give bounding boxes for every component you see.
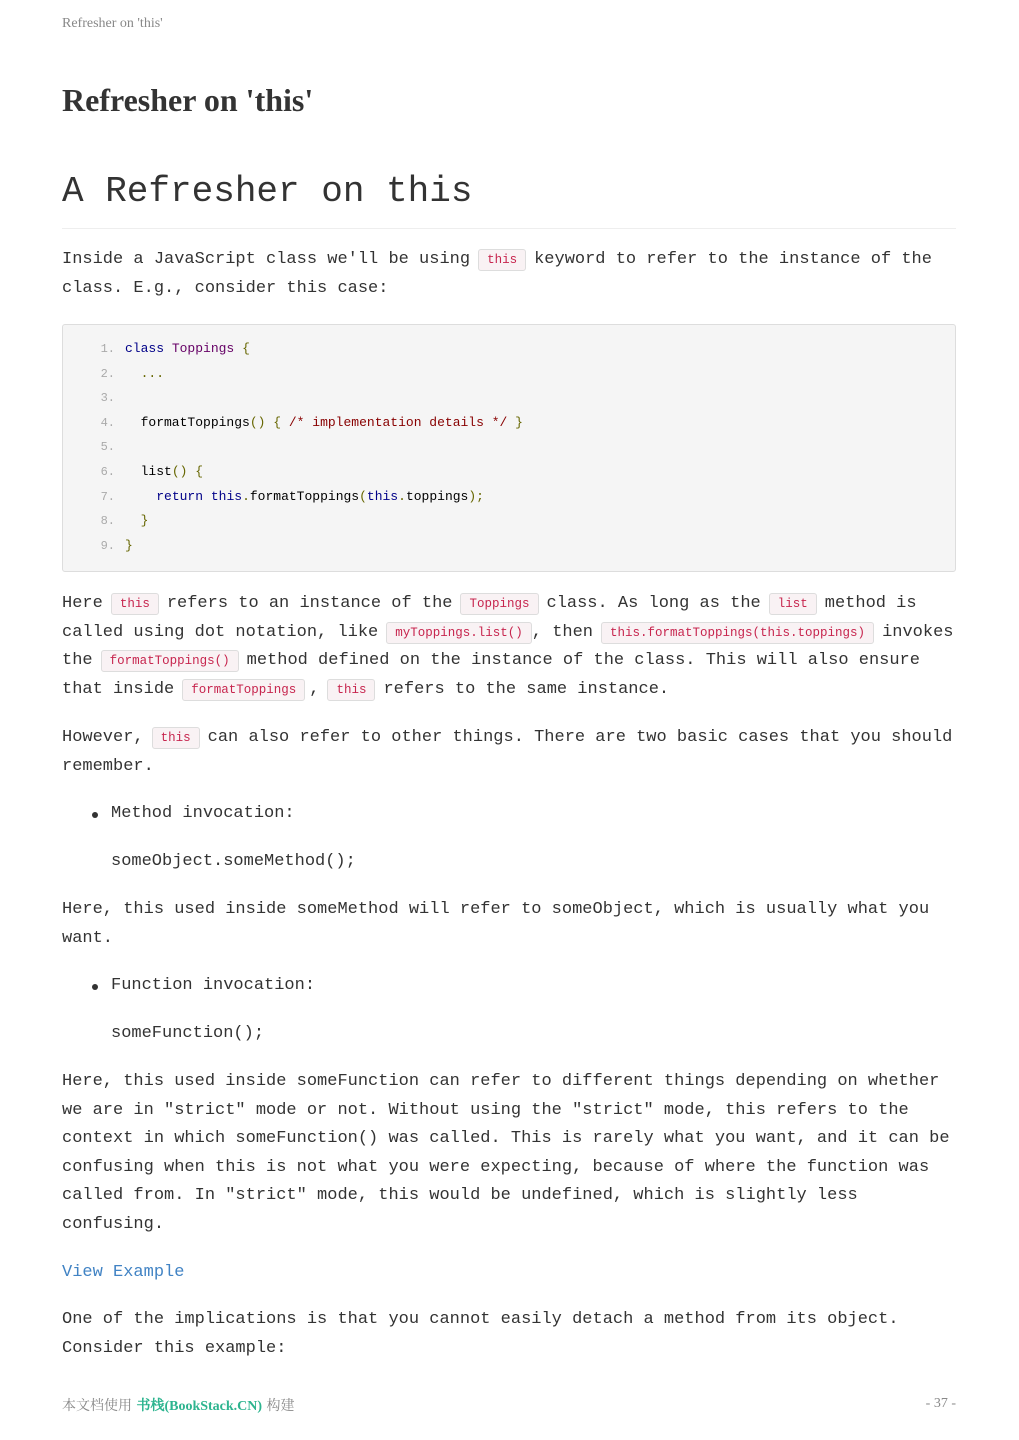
code-token: }: [125, 537, 133, 553]
text: invokes the: [62, 622, 954, 670]
intro-text: keyword to refer to the instance of the class. E.g., consider this case:: [62, 250, 932, 298]
code-token: [164, 341, 172, 356]
code-token: formatToppings: [249, 488, 360, 504]
code-token: {: [242, 341, 250, 356]
inline-code: this: [152, 727, 200, 749]
code-token: [507, 415, 515, 430]
code-token: (): [171, 463, 188, 479]
code-token: .: [242, 488, 250, 504]
inline-code: this: [111, 593, 159, 615]
intro-paragraph: [62, 246, 962, 303]
text: method is called using dot notation, like: [62, 594, 917, 642]
code-token: return: [156, 488, 204, 504]
code-token: this: [210, 488, 243, 504]
code-block: [62, 324, 956, 572]
code-token: toppings: [405, 488, 469, 504]
bullet-marker: [92, 984, 98, 990]
code-token: }: [515, 414, 523, 430]
code-token: Toppings: [171, 341, 235, 356]
inline-code: list: [769, 593, 817, 615]
code-token: {: [273, 414, 282, 430]
line-number: 3.: [100, 391, 115, 406]
intro-text: Inside a JavaScript class we'll be using: [62, 250, 471, 269]
code-token: list: [125, 463, 172, 479]
code-token: [234, 341, 242, 356]
line-number: 4.: [100, 415, 115, 430]
code-token: );: [468, 488, 484, 504]
line-number: 2.: [100, 366, 115, 381]
code-token: [281, 415, 289, 430]
here-paragraph: [62, 590, 962, 704]
running-header: Refresher on 'this': [62, 16, 163, 31]
bullet-method-invocation: Method invocation:: [111, 804, 295, 823]
code-token: formatToppings: [125, 414, 250, 430]
footer-prefix: 本文档使用: [62, 1398, 132, 1414]
code-line: [63, 534, 955, 559]
footer-credit: [62, 1395, 295, 1415]
method-paragraph: Here, this used inside someMethod will refer to someObject, which is usually what you want.: [62, 900, 930, 948]
line-number: 6.: [100, 464, 115, 479]
code-token: [125, 366, 141, 381]
code-line: [63, 460, 955, 485]
code-token: [203, 489, 211, 504]
code-line: [63, 362, 955, 387]
code-method-invocation: someObject.someMethod();: [111, 852, 356, 871]
code-function-invocation: someFunction();: [111, 1024, 265, 1043]
however-paragraph: [62, 724, 962, 781]
line-number: 8.: [100, 514, 115, 529]
inline-code: myToppings.list(): [386, 622, 532, 644]
code-token: (: [359, 488, 367, 504]
chapter-title: Refresher on 'this': [62, 82, 314, 118]
inline-code: Toppings: [460, 593, 538, 615]
text: refers to an instance of the: [166, 594, 453, 613]
code-line: [63, 485, 955, 510]
code-token: {: [195, 463, 204, 479]
code-token: class: [125, 341, 165, 356]
text: class. As long as the: [546, 594, 761, 613]
line-number: 9.: [100, 538, 115, 553]
code-token: .: [398, 488, 406, 504]
code-token: [125, 489, 156, 504]
bullet-marker: [92, 812, 98, 818]
text: Here: [62, 594, 103, 613]
footer-brand-link[interactable]: 书栈(BookStack.CN): [136, 1399, 263, 1414]
code-token: [125, 513, 141, 528]
text: refers to the same instance.: [383, 679, 670, 699]
text: However,: [62, 728, 144, 747]
code-token: }: [140, 513, 149, 529]
text: method defined on the instance of the class. This will also ensure that inside: [62, 651, 920, 699]
code-token: (): [249, 414, 266, 430]
implications-paragraph: One of the implications is that you cannot easily detach a method from its object. Consider this example:: [62, 1310, 899, 1358]
code-line: [63, 386, 955, 411]
code-token: /* implementation details */: [288, 414, 508, 430]
code-token: this: [366, 488, 399, 504]
inline-code: this.formatToppings(this.toppings): [601, 622, 874, 644]
line-number: 1.: [100, 342, 115, 356]
inline-code: this: [478, 249, 526, 271]
code-line: [63, 509, 955, 534]
section-heading: A Refresher on this: [62, 170, 956, 229]
function-paragraph: Here, this used inside someFunction can refer to different things depending on whether we are in "strict" mode or not. Without using the "strict" mode, this refers to the context in which someFunction() was called. This is rarely what you want, and it can be confusing when this is not what you were expecting, because of where the function was called from. In "strict" mode, this would be undefined, which is slightly less confusing.: [62, 1072, 950, 1234]
inline-code: formatToppings: [182, 679, 305, 701]
text: , then: [531, 622, 594, 642]
inline-code: formatToppings(): [101, 650, 239, 672]
text: can also refer to other things. There are two basic cases that you should remember.: [62, 728, 953, 776]
bullet-function-invocation: Function invocation:: [111, 976, 316, 995]
inline-code: this: [327, 679, 375, 701]
code-line: [63, 337, 955, 362]
view-example-link[interactable]: View Example: [62, 1263, 185, 1282]
page-number: - 37 -: [925, 1396, 956, 1411]
line-number: 7.: [100, 489, 115, 504]
footer-suffix: 构建: [266, 1398, 295, 1414]
line-number: 5.: [100, 440, 115, 455]
text: ,: [309, 679, 320, 699]
code-token: ...: [140, 365, 165, 381]
code-line: [63, 435, 955, 460]
code-line: [63, 411, 955, 436]
